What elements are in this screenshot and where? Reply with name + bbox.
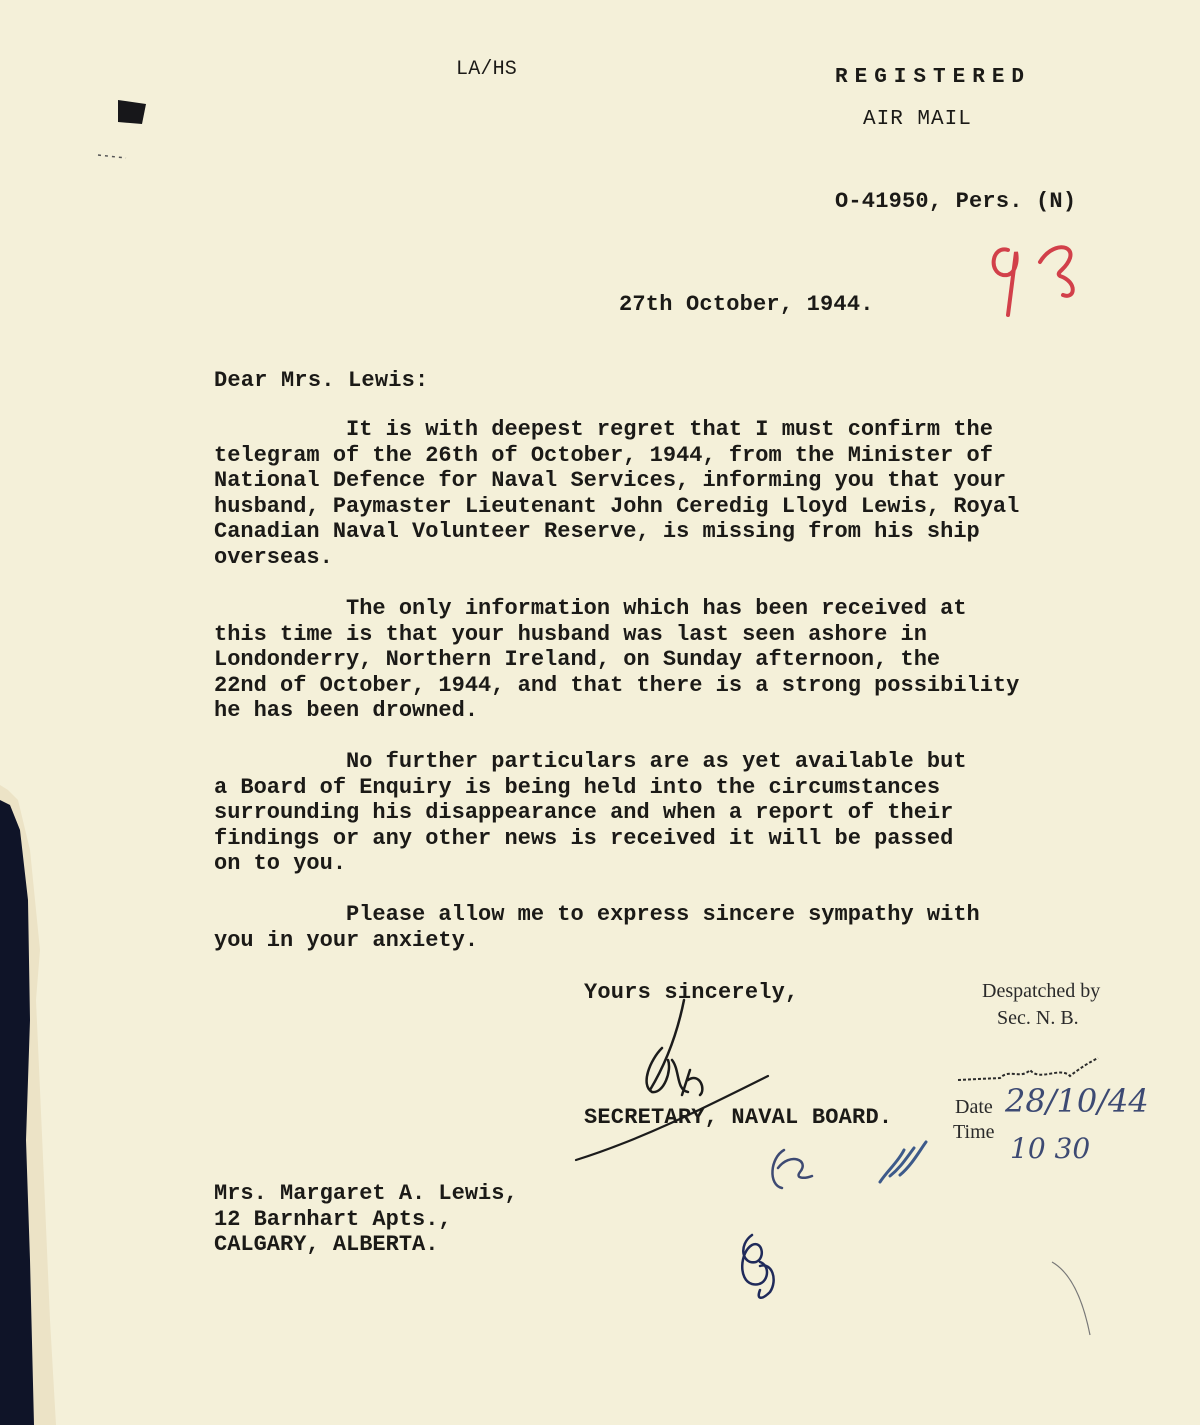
text-line: a Board of Enquiry is being held into the circumstances xyxy=(214,774,941,800)
registered-label: REGISTERED xyxy=(835,66,1032,89)
address-line: CALGARY, ALBERTA. xyxy=(214,1232,439,1258)
handwritten-time: 10 30 xyxy=(1010,1132,1091,1165)
despatched-stamp-office: Sec. N. B. xyxy=(997,1007,1079,1029)
text-line: he has been drowned. xyxy=(214,698,479,724)
text-line: you in your anxiety. xyxy=(214,927,479,953)
text-line: 22nd of October, 1944, and that there is a strong possibility xyxy=(214,672,1020,698)
text-line: overseas. xyxy=(214,544,333,570)
signer-title: SECRETARY, NAVAL BOARD. xyxy=(584,1105,893,1130)
text-line: Please allow me to express sincere sympathy with xyxy=(214,902,980,927)
text-line: on to you. xyxy=(214,851,347,877)
text-line: It is with deepest regret that I must confirm the xyxy=(214,417,993,442)
closing: Yours sincerely, xyxy=(584,980,799,1005)
text-line: National Defence for Naval Services, informing you that your xyxy=(214,468,1007,494)
address-line: 12 Barnhart Apts., xyxy=(214,1206,452,1232)
stamp-time-label: Time xyxy=(953,1121,995,1143)
text-line: findings or any other news is received it will be passed xyxy=(214,825,954,851)
recipient-address xyxy=(214,1181,518,1258)
text-line: telegram of the 26th of October, 1944, from the Minister of xyxy=(214,442,993,468)
text-line: Londonderry, Northern Ireland, on Sunday afternoon, the xyxy=(214,647,941,673)
text-line: The only information which has been received at xyxy=(214,596,967,621)
stamp-date-label: Date xyxy=(955,1096,993,1118)
text-line: husband, Paymaster Lieutenant John Ceredig Lloyd Lewis, Royal xyxy=(214,493,1020,519)
text-line: Canadian Naval Volunteer Reserve, is missing from his ship xyxy=(214,519,980,545)
handwritten-date: 28/10/44 xyxy=(1005,1082,1149,1120)
reference-initials: LA/HS xyxy=(456,58,518,81)
text-line: this time is that your husband was last seen ashore in xyxy=(214,621,927,647)
address-line: Mrs. Margaret A. Lewis, xyxy=(214,1181,518,1206)
text-line: surrounding his disappearance and when a report of their xyxy=(214,800,954,826)
despatched-stamp-line: Despatched by xyxy=(982,980,1101,1002)
letter-date: 27th October, 1944. xyxy=(619,292,874,317)
text-line: No further particulars are as yet available but xyxy=(214,749,967,774)
air-mail-label: AIR MAIL xyxy=(863,108,972,131)
file-number: O-41950, Pers. (N) xyxy=(835,189,1077,214)
salutation: Dear Mrs. Lewis: xyxy=(214,368,429,393)
